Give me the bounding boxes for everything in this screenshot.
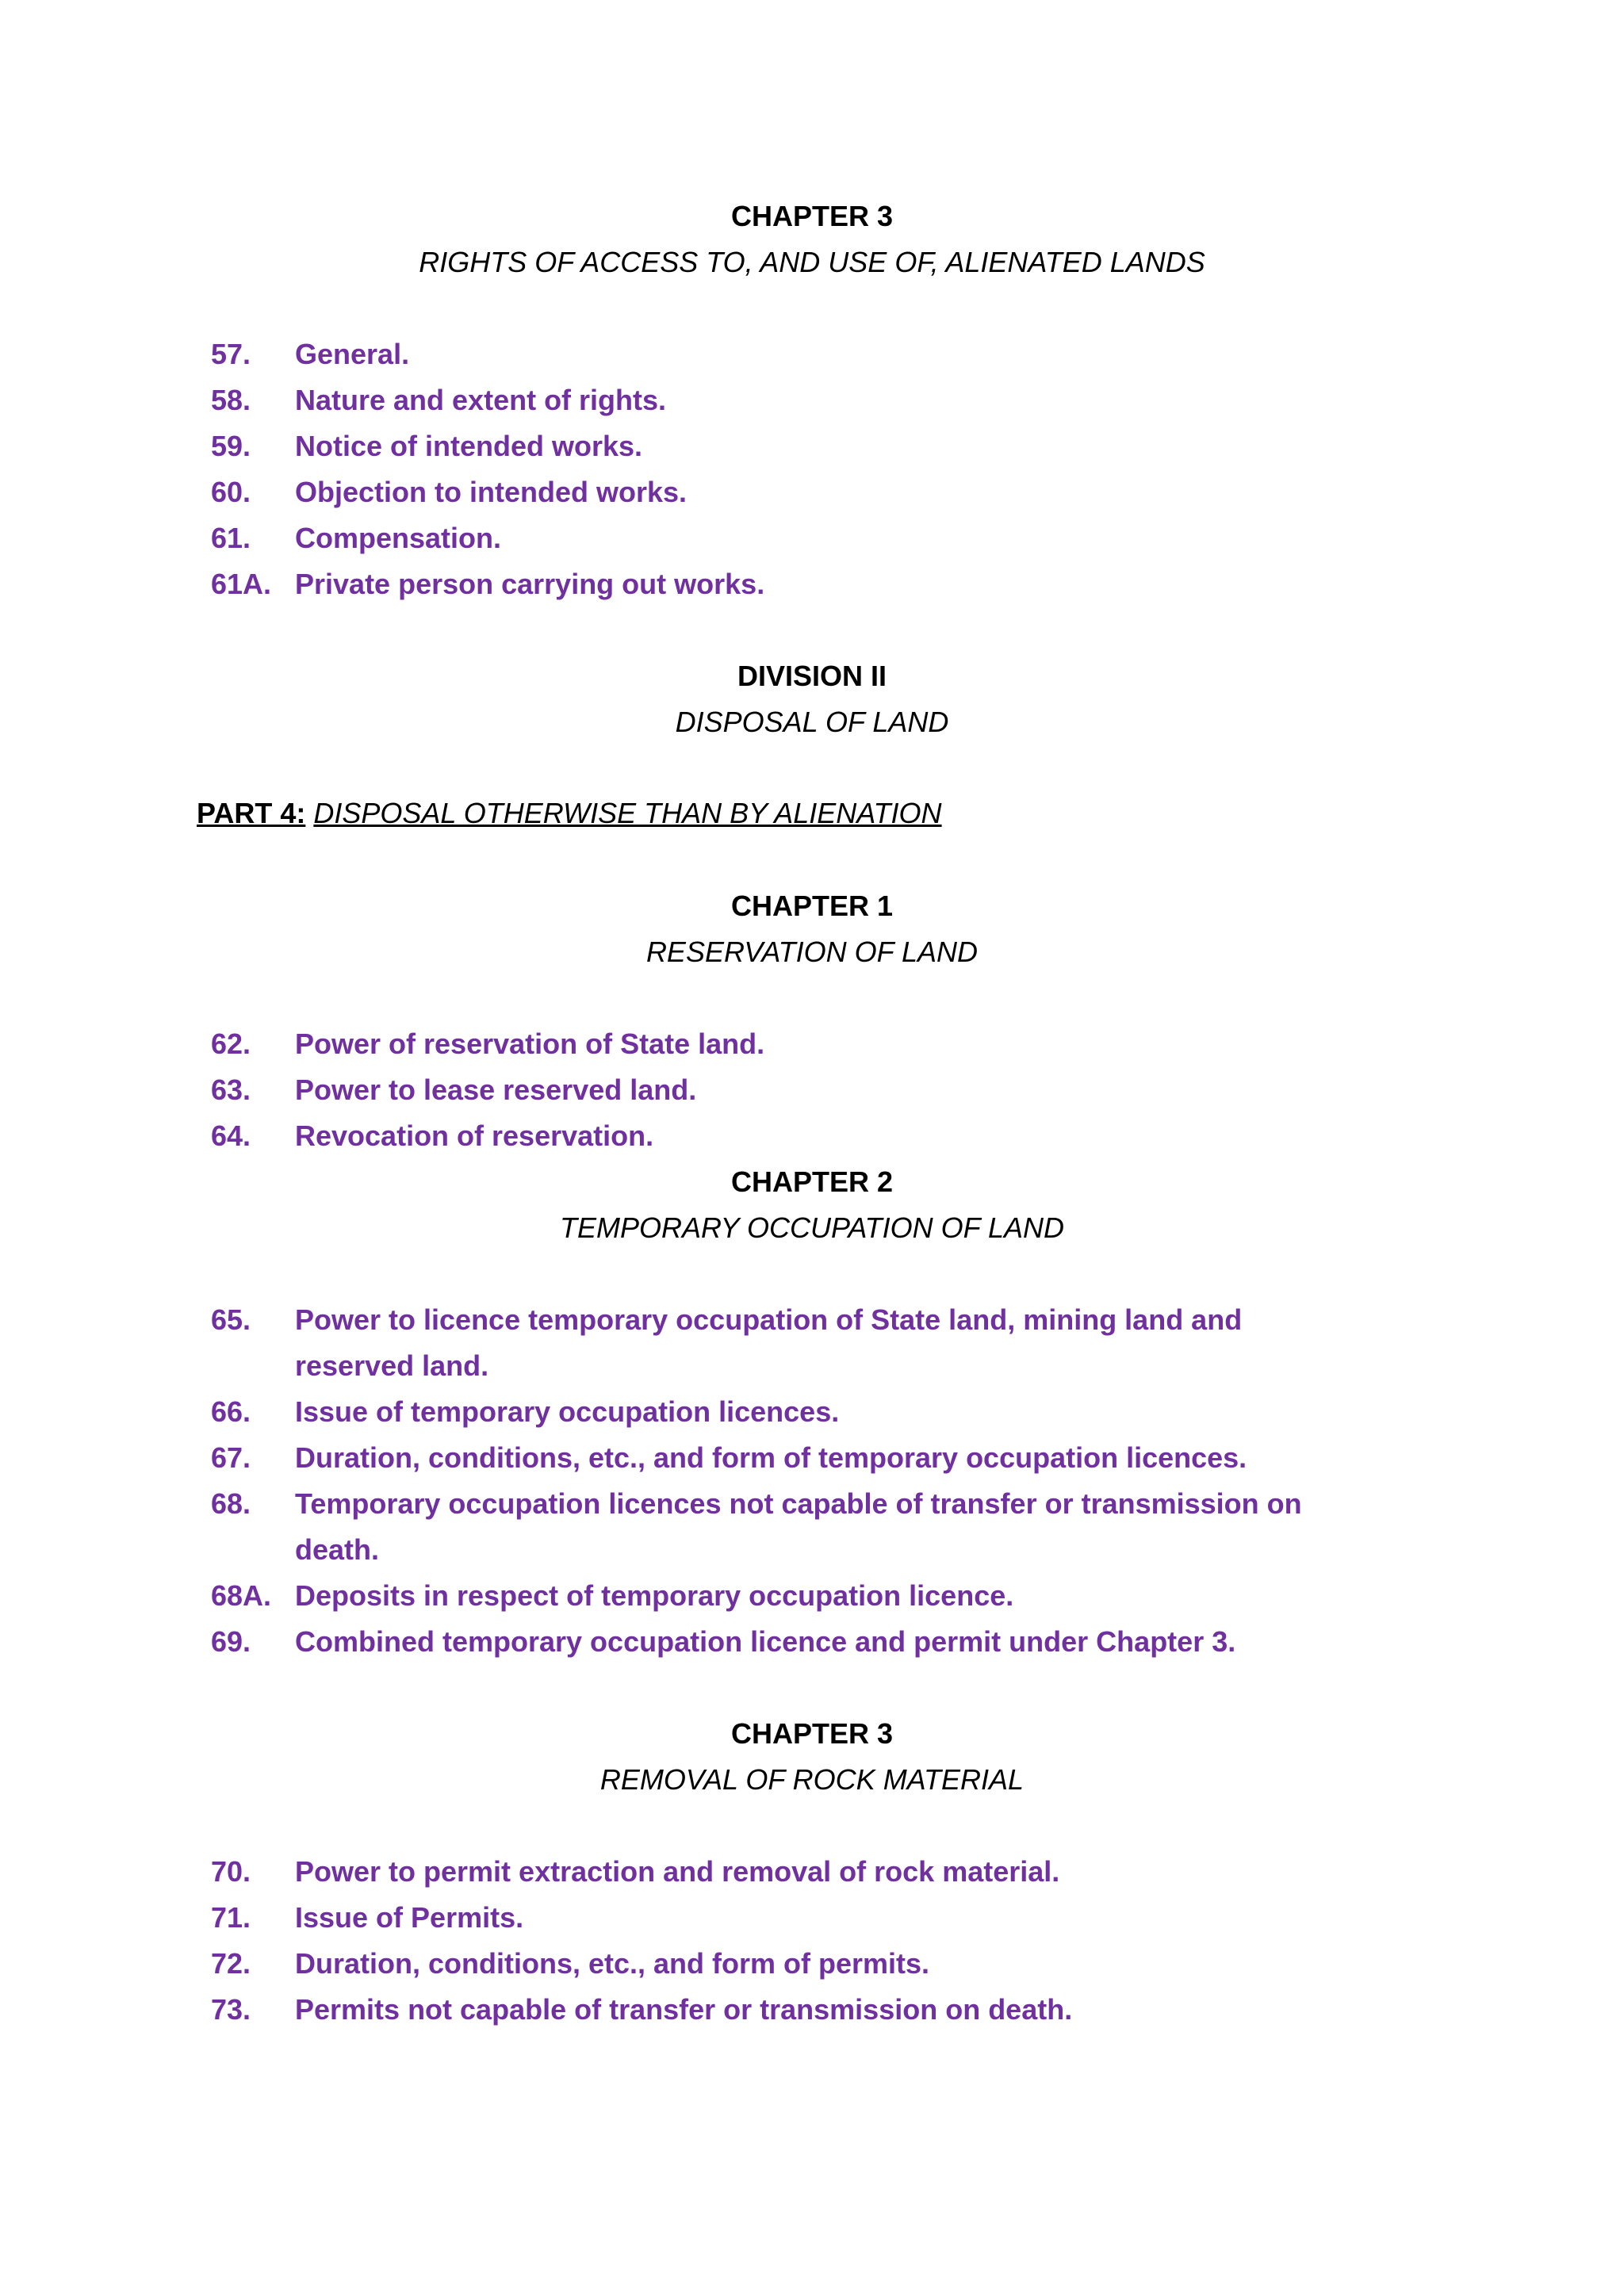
section-number: 59. [211,430,251,462]
section-number: 68A. [211,1579,272,1612]
section-title: Power to permit extraction and removal of rock material. [295,1855,1060,1888]
chapter-heading: CHAPTER 3 [730,200,894,232]
toc-list-ch2 [211,1297,1334,1665]
section-title: Revocation of reservation. [295,1119,654,1152]
section-number: 58. [211,384,251,416]
toc-entry [211,1481,1334,1573]
toc-entry [211,1849,1334,1895]
part-title: DISPOSAL OTHERWISE THAN BY ALIENATION [313,797,942,829]
section-number: 62. [211,1027,251,1060]
section-title: Nature and extent of rights. [295,384,667,416]
toc-entry [211,1389,1334,1435]
division-subheading: DISPOSAL OF LAND [675,706,949,738]
division-heading: DIVISION II [737,660,887,692]
section-title: Duration, conditions, etc., and form of temporary occupation licences. [295,1441,1247,1474]
section-number: 67. [211,1441,251,1474]
section-title: Combined temporary occupation licence and permit under Chapter 3. [295,1625,1236,1658]
toc-entry [211,561,1334,607]
chapter-subheading: RIGHTS OF ACCESS TO, AND USE OF, ALIENATED LANDS [419,246,1205,278]
section-number: 69. [211,1625,251,1658]
section-title: Notice of intended works. [295,430,643,462]
part-label: PART 4: [197,797,306,829]
toc-entry [211,1067,1334,1113]
toc-entry [211,377,1334,423]
section-number: 57. [211,338,251,370]
toc-entry [211,1941,1334,1987]
section-number: 65. [211,1303,251,1336]
toc-entry [211,515,1334,561]
toc-entry [211,331,1334,377]
chapter-heading: CHAPTER 2 [730,1165,894,1198]
chapter-subheading: RESERVATION OF LAND [645,936,979,968]
section-title: Compensation. [295,522,502,554]
toc-entry [211,469,1334,515]
toc-entry [211,1619,1334,1665]
section-title: Issue of temporary occupation licences. [295,1395,840,1428]
section-number: 66. [211,1395,251,1428]
section-title: General. [295,338,410,370]
chapter-subheading: TEMPORARY OCCUPATION OF LAND [559,1211,1065,1244]
section-title: Duration, conditions, etc., and form of permits. [295,1947,930,1980]
section-number: 71. [211,1901,251,1934]
toc-entry [211,1435,1334,1481]
section-title: Power of reservation of State land. [295,1027,765,1060]
chapter-heading: CHAPTER 3 [730,1717,894,1750]
toc-entry [211,1987,1334,2033]
toc-entry [211,1573,1334,1619]
toc-list-ch3b [211,1849,1334,2033]
section-number: 63. [211,1073,251,1106]
toc-entry [211,1021,1334,1067]
section-title: Permits not capable of transfer or transmission on death. [295,1993,1073,2026]
toc-entry [211,1297,1334,1389]
section-title: Objection to intended works. [295,476,688,508]
chapter-subheading: REMOVAL OF ROCK MATERIAL [599,1763,1025,1796]
section-title: Power to licence temporary occupation of State land, mining land and reserved land. [295,1303,1243,1382]
section-number: 60. [211,476,251,508]
toc-list-ch3a [211,331,1334,607]
section-number: 72. [211,1947,251,1980]
toc-entry [211,1895,1334,1941]
section-number: 61. [211,522,251,554]
toc-entry [211,1113,1334,1159]
section-title: Private person carrying out works. [295,568,765,600]
section-title: Power to lease reserved land. [295,1073,697,1106]
section-title: Temporary occupation licences not capable of transfer or transmission on death. [295,1487,1302,1566]
section-number: 61A. [211,568,272,600]
section-title: Deposits in respect of temporary occupation licence. [295,1579,1014,1612]
chapter-heading: CHAPTER 1 [730,890,894,922]
section-number: 73. [211,1993,251,2026]
toc-list-ch1 [211,1021,1334,1159]
section-number: 68. [211,1487,251,1520]
section-number: 64. [211,1119,251,1152]
section-number: 70. [211,1855,251,1888]
section-title: Issue of Permits. [295,1901,524,1934]
toc-entry [211,423,1334,469]
part-heading [197,796,942,831]
